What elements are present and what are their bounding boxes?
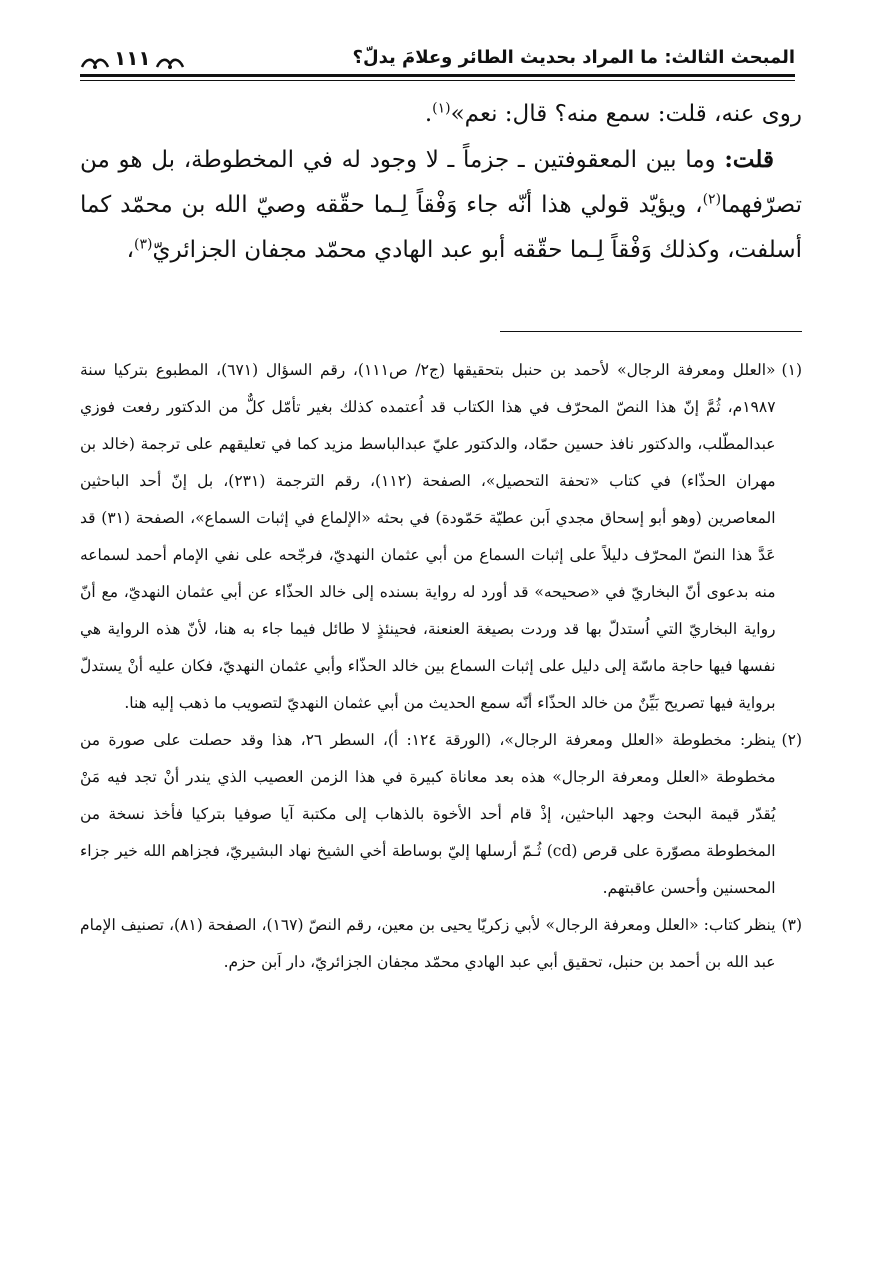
footnote-3 (80, 907, 802, 981)
footnote-ref-1[interactable]: (١) (432, 100, 451, 117)
main-text (80, 92, 802, 273)
running-header (80, 30, 795, 77)
footnote-number: (١) (781, 361, 802, 379)
right-ornament-icon (155, 56, 185, 70)
paragraph-text-b: ، ويؤيّد قولي هذا أنّه جاء وَفْقاً لِـما حقّقه وصيّ الله بن محمّد كما أسلفت، وكذلك وَفْقاً لِـما حقّقه أبو عبد الهادي محمّد مجفان الجزائريّ (80, 192, 802, 263)
paragraph-end-punct: ، (126, 237, 135, 263)
line-end-punct: . (424, 101, 433, 127)
footnote-separator (500, 331, 802, 332)
quote-end-text: روى عنه، قلت: سمع منه؟ قال: نعم» (450, 101, 802, 127)
footnote-ref-3[interactable]: (٣) (134, 236, 153, 253)
footnote-text: ينظر كتاب: «العلل ومعرفة الرجال» لأبي زكريّا يحيى بن معين، رقم النصّ (١٦٧)، الصفحة (٨١)، تصنيف الإمام عبد الله بن أحمد بن حنبل، تحقيق أبي عبد الهادي محمّد مجفان الجزائريّ، دار اَبن حزم. (80, 916, 776, 971)
paragraph-text-a: وما بين المعقوفتين ـ جزماً ـ لا وجود له في المخطوطة، بل هو من تصرّفهما (80, 147, 802, 218)
chapter-title: المبحث الثالث: ما المراد بحديث الطائر وعلامَ يدلّ؟ (352, 47, 795, 68)
footnote-ref-2[interactable]: (٢) (702, 191, 722, 208)
page-number-ornament (80, 46, 185, 74)
footnote-text: «العلل ومعرفة الرجال» لأحمد بن حنبل بتحقيقها (ج٢/ ص١١١)، رقم السؤال (٦٧١)، المطبوع بتركيا سنة ١٩٨٧م، ثُمَّ إنّ هذا النصّ المحرّف في هذا الكتاب قد اُعتمده كذلك بغير تأمّل كلٌّ من الدكتور رفعت فوزي عبدالمطّلب، والدكتور نافذ حسين حمّاد، والدكتور عليّ عبدالباسط مزيد كما في تعليقهم على ترجمة (خالد بن مهران الحذّاء) في كتاب «تحفة التحصيل»، الصفحة (١١٢)، رقم الترجمة (٢٣١)، بل إنّ أحد الباحثين المعاصرين (وهو أبو إسحاق مجدي اَبن عطيّة حَمّودة) في بحثه «الإلماع في إثبات السماع»، الصفحة (٣١) قد عَدَّ هذا النصّ المحرّف دليلاً على إثبات السماع من أبي عثمان النهديّ، فرجّحه على نفي الإمام أحمد لسماعه منه بدعوى أنّ البخاريّ في «صحيحه» قد أورد له رواية بسنده إلى خالد الحذّاء عن أبي عثمان النهديّ، مع أنّ رواية البخاريّ التي اُستدلّ بها قد وردت بصيغة العنعنة، فحينئذٍ لا طائل فيما جاء به هنا، لأنّ هذه الرواية هي نفسها فيها حاجة ماسّة إلى دليل على إثبات السماع بين خالد الحذّاء وأبي عثمان النهديّ، فكان عليه أنْ يستدلّ برواية فيها تصريح بَيِّنٌ من خالد الحذّاء أنّه سمع الحديث من أبي عثمان النهديّ لتصويب ما ذهب إليه هنا. (80, 361, 776, 712)
footnote-number: (٣) (781, 916, 802, 934)
footnote-2 (80, 722, 802, 907)
paragraph-lead: قلت: (724, 146, 774, 173)
page-number: ١١١ (114, 46, 151, 70)
footnote-number: (٢) (781, 731, 802, 749)
footnote-text: ينظر: مخطوطة «العلل ومعرفة الرجال»، (الورقة ١٢٤: أ)، السطر ٢٦، هذا وقد حصلت على صورة من مخطوطة «العلل ومعرفة الرجال» هذه بعد معاناة كبيرة في هذا الزمن العصيب الذي يندر أنْ تجد فيه مَنْ يُقدّر قيمة البحث وجهد الباحثين، إذْ قام أحد الأخوة بالذهاب إلى مكتبة آيا صوفيا بتركيا فأخذ نسخة من المخطوطة مصوّرة على قرص (cd) ثُـمّ أرسلها إليّ بوساطة أخي الشيخ نهاد البشيريّ، فجزاهم الله خير جزاء المحسنين وأحسن عاقبتهم. (80, 731, 776, 897)
main-paragraph (80, 137, 802, 273)
footnotes-section (80, 352, 802, 981)
left-ornament-icon (80, 56, 110, 70)
opening-line (80, 92, 802, 137)
footnote-1 (80, 352, 802, 722)
